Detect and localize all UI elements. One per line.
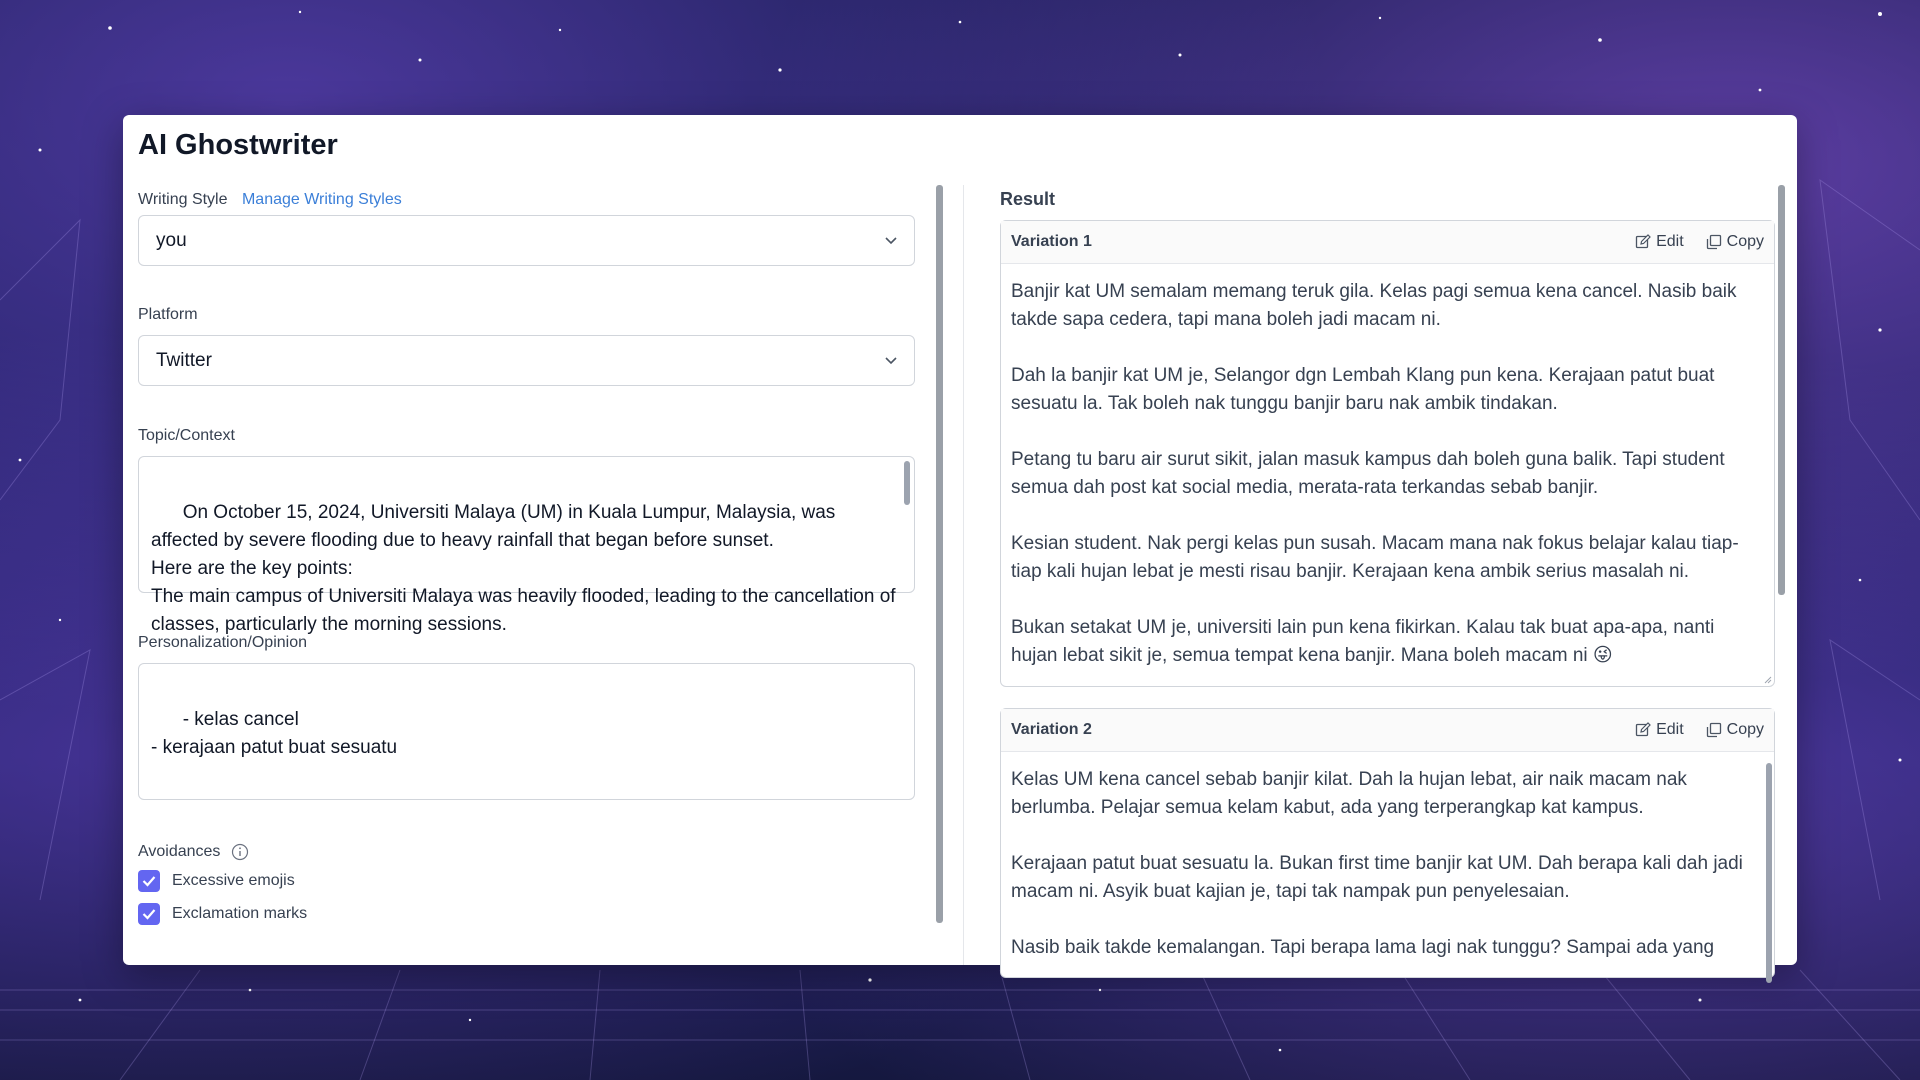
writing-style-label-row xyxy=(138,190,402,210)
variation-actions xyxy=(1635,233,1764,251)
variation-scrollbar[interactable] xyxy=(1766,763,1772,983)
copy-label: Copy xyxy=(1726,721,1764,738)
variation-card xyxy=(1000,220,1775,687)
copy-icon xyxy=(1706,722,1722,738)
platform-value: Twitter xyxy=(156,349,212,371)
chevron-down-icon xyxy=(885,357,897,365)
result-scrollbar[interactable] xyxy=(1778,185,1785,595)
column-divider xyxy=(963,185,964,965)
copy-icon xyxy=(1706,234,1722,250)
writing-style-select[interactable] xyxy=(138,215,915,266)
info-icon[interactable] xyxy=(231,843,249,861)
result-label: Result xyxy=(1000,189,1056,209)
avoidance-exclamation-marks[interactable] xyxy=(138,903,307,925)
manage-writing-styles-link[interactable]: Manage Writing Styles xyxy=(241,191,402,208)
variation-title: Variation 1 xyxy=(1011,233,1092,250)
platform-label: Platform xyxy=(138,306,198,323)
personalization-textarea[interactable] xyxy=(138,663,915,800)
copy-label: Copy xyxy=(1726,233,1764,250)
writing-style-label: Writing Style xyxy=(138,191,228,208)
checkbox-label: Exclamation marks xyxy=(172,905,308,922)
input-form xyxy=(138,185,915,965)
checkbox-checked[interactable] xyxy=(138,870,160,892)
edit-label: Edit xyxy=(1656,721,1684,738)
edit-icon xyxy=(1635,234,1651,250)
edit-button[interactable] xyxy=(1635,721,1684,739)
avoidances-label-row xyxy=(138,842,249,862)
checkmark-icon xyxy=(142,875,156,887)
personalization-text: - kelas cancel - kerajaan patut buat sesuatu xyxy=(151,709,398,758)
avoidance-excessive-emojis[interactable] xyxy=(138,870,295,892)
copy-button[interactable] xyxy=(1706,233,1764,251)
form-scrollbar[interactable] xyxy=(936,185,943,923)
copy-button[interactable] xyxy=(1706,721,1764,739)
checkmark-icon xyxy=(142,908,156,920)
checkbox-checked[interactable] xyxy=(138,903,160,925)
platform-select[interactable] xyxy=(138,335,915,386)
resize-grip-icon[interactable] xyxy=(1764,676,1772,684)
topic-text: On October 15, 2024, Universiti Malaya (UM) in Kuala Lumpur, Malaysia, was affected by severe flooding due to heavy rainfall that began before sunset. Here are the key points: The main campus of Universiti Malaya was heavily flooded, leading to the cancellation of classes, particularly the morning sessions. xyxy=(151,502,896,635)
writing-style-value: you xyxy=(156,229,187,251)
variation-text[interactable]: Kelas UM kena cancel sebab banjir kilat. Dah la hujan lebat, air naik macam nak berlumba. Pelajar semua kelam kabut, ada yang terperangkap kat kampus. Kerajaan patut buat sesuatu la. Bukan first time banjir kat UM. Dah berapa kali dah jadi macam ni. Asyik buat kajian je, tapi tak nampak pun penyelesaian. Nasib baik takde kemalangan. Tapi berapa lama lagi nak tunggu? Sampai ada yang xyxy=(1011,769,1743,958)
topic-scrollbar[interactable] xyxy=(904,461,910,505)
app-window xyxy=(123,115,1797,965)
variation-header xyxy=(1001,709,1774,752)
variation-header xyxy=(1001,221,1774,264)
variation-text[interactable]: Banjir kat UM semalam memang teruk gila. Kelas pagi semua kena cancel. Nasib baik takde sapa cedera, tapi mana boleh jadi macam ni. Dah la banjir kat UM je, Selangor dgn Lembah Klang pun kena. Kerajaan patut buat sesuatu la. Tak boleh nak tunggu banjir baru nak ambik tindakan. Petang tu baru air surut sikit, jalan masuk kampus dah boleh guna balik. Tapi student semua dah post kat social media, merata-rata terkandas sebab banjir. Kesian student. Nak pergi kelas pun susah. Macam mana nak fokus belajar kalau tiap-tiap kali hujan lebat je mesti risau banjir. Kerajaan kena ambik serius masalah ni. Bukan setakat UM je, universiti lain pun kena fikirkan. Kalau tak buat apa-apa, nanti hujan lebat sikit je, semua tempat kena banjir. Mana boleh macam ni 😜 xyxy=(1011,281,1739,666)
edit-button[interactable] xyxy=(1635,233,1684,251)
topic-textarea[interactable] xyxy=(138,456,915,635)
personalization-label: Personalization/Opinion xyxy=(138,634,307,651)
variation-card xyxy=(1000,708,1775,978)
chevron-down-icon xyxy=(885,237,897,245)
variation-title: Variation 2 xyxy=(1011,721,1092,738)
variation-actions xyxy=(1635,721,1764,739)
avoidances-label: Avoidances xyxy=(138,843,221,860)
app-title: AI Ghostwriter xyxy=(138,129,338,161)
edit-icon xyxy=(1635,722,1651,738)
result-panel xyxy=(1000,185,1780,965)
checkbox-label: Excessive emojis xyxy=(172,872,295,889)
edit-label: Edit xyxy=(1656,233,1684,250)
topic-label: Topic/Context xyxy=(138,427,235,444)
